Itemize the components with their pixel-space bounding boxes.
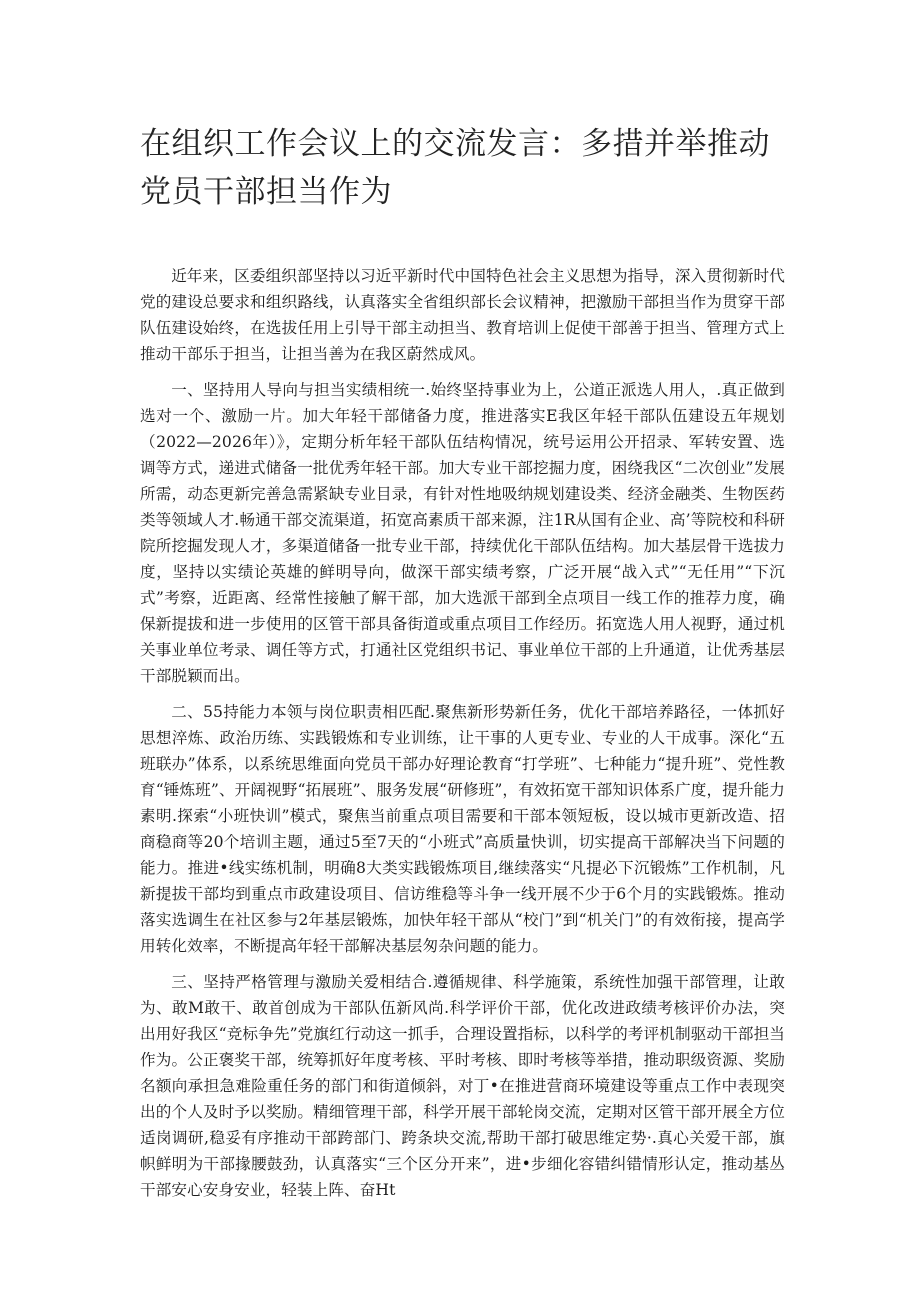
paragraph-section-1: 一、坚持用人导向与担当实绩相统一.始终坚持事业为上，公道正派选人用人，.真正做到选对一个、激励一片。加大年轻干部储备力度，推进落实E我区年轻干部队伍建设五年规划（2022—2026年）》，定期分析年轻干部队伍结构情况，统号运用公开招录、军转安置、选调等方式，递进式储备一批优秀年轻干部。加大专业干部挖掘力度，困绕我区“二次创业”发展所需，动态更新完善急需紧缺专业目录，有针对性地吸纳规划建设类、经济金融类、生物医药类等领域人才.畅通干部交流渠道，拓宽高素质干部来源，注1R从国有企业、高’等院校和科研院所挖掘发现人才，多渠道储备一批专业干部，持续优化干部队伍结构。加大基层骨干选拔力度，坚持以实绩论英雄的鲜明导向，做深干部实绩考察，广泛开展“战入式”“无任用”“下沉式”考察，近距离、经常性接触了解干部，加大选派干部到全点项目一线工作的推荐力度，确保新提拔和进一步使用的区管干部具备街道或重点项目工作经历。拓宽选人用人视野，通过机关事业单位考录、调任等方式，打通社区党组织书记、事业单位干部的上升通道，让优秀基层干部脱颖而出。 (140, 381, 785, 685)
paragraph-section-2: 二、55持能力本领与岗位职责相匹配.聚焦新形势新任务，优化干部培养路径，一体抓好思想淬炼、政治历练、实践锻炼和专业训练，让干事的人更专业、专业的人干成事。深化“五班联办”体系，以系统思维面向党员干部办好理论教育“打学班”、七种能力“提升班”、党性教育“锤炼班”、开阔视野“拓展班”、服务发展“研修班”，有效拓宽干部知识体系广度，提升能力素明.探索“小班快训”模式，聚焦当前重点项目需要和干部本领短板，设以城市更新改造、招商稳商等20个培训主题，通过5至7天的“小班式”高质量快训，切实提高干部解决当下问题的能力。推进•线实练机制，明确8大类实践锻炼项目,继续落实“凡提必下沉锻炼”工作机制，凡新提拔干部均到重点市政建设项目、信访维稳等斗争一线开展不少于6个月的实践锻炼。推动落实选调生在社区参与2年基层锻炼，加快年轻干部从“校门”到“机关门”的有效衔接，提高学用转化效率，不断提高年轻干部解决基层匆杂问题的能力。 (140, 703, 785, 955)
paragraph-section-3: 三、坚持严格管理与激励关爱相结合.遵循规律、科学施策，系统性加强干部管理，让敢为、敢M敢干、敢首创成为干部队伍新风尚.科学评价干部，优化改进政绩考核评价办法，突出用好我区“竞标争先”党旗红行动这一抓手，合理设置指标，以科学的考评机制驱动干部担当作为。公正褒奖干部，统筹抓好年度考核、平时考核、即时考核等举措，推动职级资源、奖励名额向承担急难险重任务的部门和街道倾斜，对丁•在推进营商环境建设等重点工作中表现突出的个人及时予以奖励。精细管理干部，科学开展干部轮岗交流，定期对区管干部开展全方位适岗调研,稳妥有序推动干部跨部门、跨条块交流,帮助干部打破思维定势·.真心关爱干部，旗帜鲜明为干部掾腰鼓劲，认真落实“三个区分开来”，进•步细化容错纠错情形认定，推动基丛干部安心安身安业，轻装上阵、奋Ht (140, 973, 785, 1199)
document-title: 在组织工作会议上的交流发言：多措并举推动党员干部担当作为 (140, 126, 770, 210)
document-body (140, 263, 785, 1213)
paragraph-intro: 近年来，区委组织部坚持以习近平新时代中国特色社会主义思想为指导，深入贯彻新时代党的建设总要求和组织路线，认真落实全省组织部长会议精神，把激励干部担当作为贯穿干部队伍建设始终，在选拔任用上引导干部主动担当、教育培训上促使干部善于担当、管理方式上推动干部乐于担当，让担当善为在我区蔚然成风。 (140, 267, 785, 363)
